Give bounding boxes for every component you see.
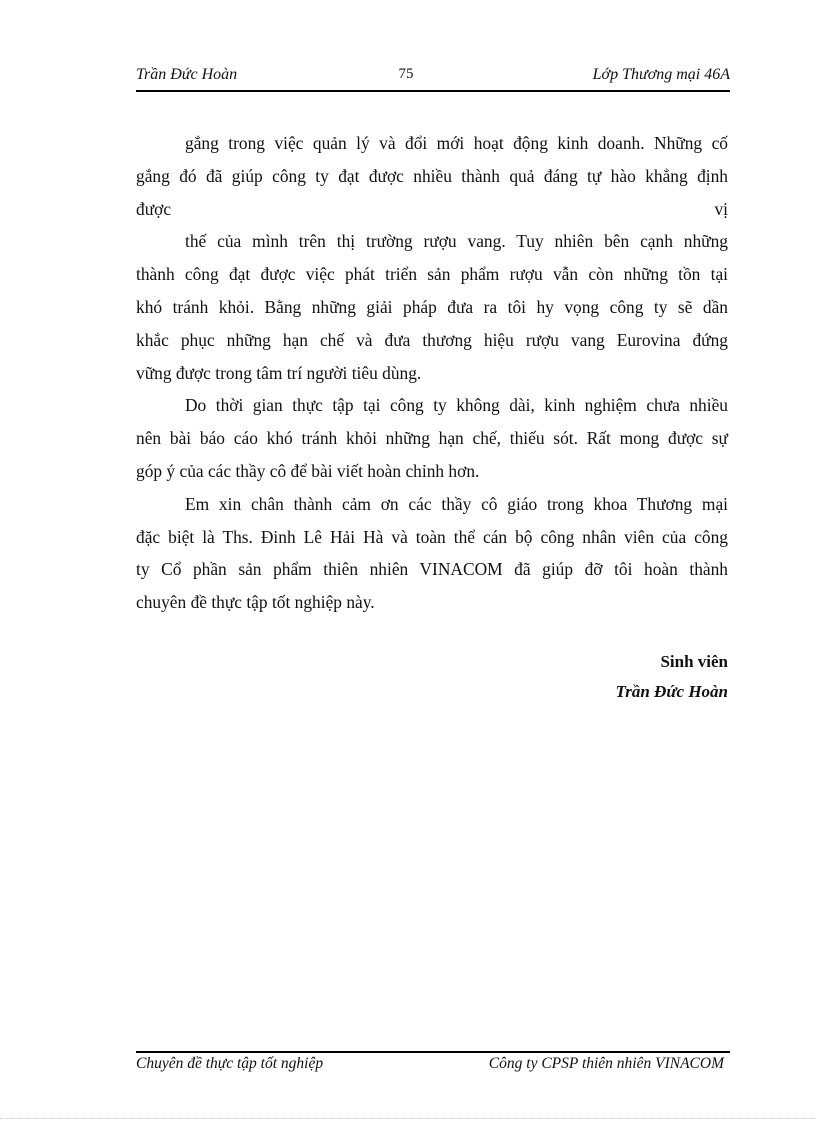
text-line: khắc phục những hạn chế và đưa thương hiệu rượu vang Eurovina đứng [136, 329, 728, 350]
text-line [136, 193, 728, 226]
footer-right: Công ty CPSP thiên nhiên VINACOM [488, 1055, 724, 1072]
header-class: Lớp Thương mại 46A [592, 66, 730, 83]
page-number: 75 [398, 66, 414, 82]
page-footer [136, 1055, 730, 1079]
paragraph-2 [136, 225, 728, 389]
text-line: thế của mình trên thị trường rượu vang. Tuy nhiên bên cạnh những [185, 231, 728, 252]
signature-name: Trần Đức Hoàn [615, 682, 728, 701]
text-line: gắng đó đã giúp công ty đạt được nhiều thành quả đáng tự hào khẳng định [136, 165, 728, 186]
header-rule [136, 90, 730, 92]
footer-rule [136, 1051, 730, 1053]
text-line: Em xin chân thành cảm ơn các thầy cô giáo trong khoa Thương mại [185, 493, 728, 514]
text-line: thành công đạt được việc phát triển sản phẩm rượu vẫn còn những tồn tại [136, 264, 728, 285]
paragraph-1 [136, 127, 728, 225]
paragraph-4 [136, 488, 728, 619]
text-line: vững được trong tâm trí người tiêu dùng. [136, 362, 422, 383]
body-text [136, 127, 728, 619]
text-line: chuyên đề thực tập tốt nghiệp này. [136, 592, 375, 613]
text-fragment: vị [714, 198, 728, 219]
footer-left: Chuyên đề thực tập tốt nghiệp [136, 1055, 324, 1072]
signature-block [615, 647, 728, 707]
page-edge-divider [0, 1118, 816, 1119]
text-line: góp ý của các thầy cô để bài viết hoàn chỉnh hơn. [136, 460, 480, 481]
text-fragment: được [136, 198, 172, 219]
paragraph-3 [136, 389, 728, 487]
page-header [136, 66, 730, 90]
text-line: gắng trong việc quản lý và đổi mới hoạt động kinh doanh. Những cố [185, 133, 728, 153]
header-author: Trần Đức Hoàn [136, 66, 238, 83]
text-line: Do thời gian thực tập tại công ty không dài, kinh nghiệm chưa nhiều [185, 395, 728, 416]
text-line: nên bài báo cáo khó tránh khỏi những hạn chế, thiếu sót. Rất mong được sự [136, 428, 728, 449]
signature-role: Sinh viên [660, 652, 728, 671]
text-line: đặc biệt là Ths. Đinh Lê Hải Hà và toàn thể cán bộ công nhân viên của công [136, 526, 728, 547]
text-line: khó tránh khỏi. Bằng những giải pháp đưa ra tôi hy vọng công ty sẽ dần [136, 296, 728, 317]
text-line: ty Cổ phần sản phẩm thiên nhiên VINACOM đã giúp đỡ tôi hoàn thành [136, 559, 728, 580]
